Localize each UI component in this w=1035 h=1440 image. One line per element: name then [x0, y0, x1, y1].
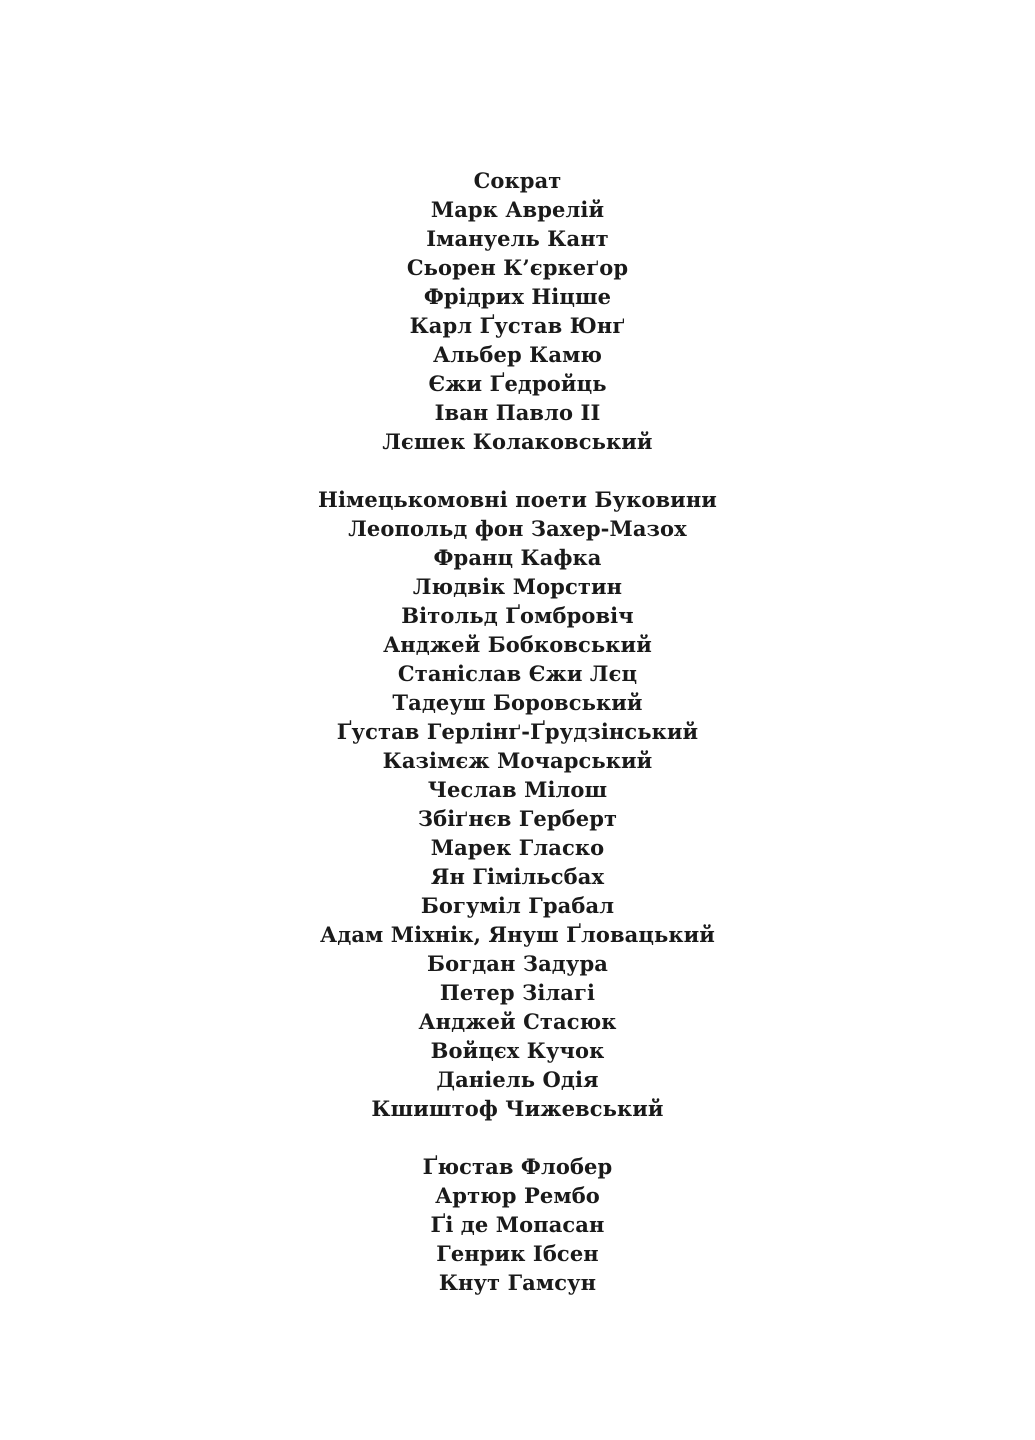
contents-list	[0, 166, 1035, 1326]
list-item: Марк Аврелій	[430, 197, 605, 222]
list-item: Марек Гласко	[430, 835, 605, 860]
list-item: Станіслав Єжи Лєц	[397, 661, 638, 686]
list-item: Кшиштоф Чижевський	[371, 1096, 664, 1121]
list-item: Лєшек Колаковський	[382, 429, 653, 454]
list-item: Войцєх Кучок	[430, 1038, 605, 1063]
list-item: Ґюстав Флобер	[422, 1154, 613, 1179]
list-item: Збіґнєв Герберт	[417, 806, 618, 831]
list-item: Іван Павло II	[434, 400, 601, 425]
list-item: Анджей Бобковський	[383, 632, 652, 657]
list-item: Казімєж Мочарський	[382, 748, 653, 773]
list-item: Адам Міхнік, Януш Ґловацький	[320, 922, 715, 947]
list-item: Людвік Морстин	[412, 574, 623, 599]
name-group-central-european	[0, 485, 1035, 1123]
list-item: Імануель Кант	[426, 226, 609, 251]
list-item: Петер Зілагі	[439, 980, 596, 1005]
list-item: Альбер Камю	[432, 342, 603, 367]
name-group-western-european	[0, 1152, 1035, 1297]
list-item: Чеслав Мілош	[427, 777, 608, 802]
list-item: Богдан Задура	[427, 951, 608, 976]
list-item: Сьорен К’єркеґор	[406, 255, 629, 280]
list-item: Артюр Рембо	[435, 1183, 600, 1208]
list-item: Франц Кафка	[433, 545, 602, 570]
list-item: Ян Гімільсбах	[430, 864, 605, 889]
list-item: Німецькомовні поети Буковини	[318, 487, 717, 512]
list-item: Сократ	[473, 168, 562, 193]
list-item: Карл Ґустав Юнґ	[409, 313, 626, 338]
list-item: Богуміл Грабал	[420, 893, 615, 918]
list-item: Вітольд Ґомбровіч	[401, 603, 634, 628]
list-item: Тадеуш Боровський	[392, 690, 643, 715]
list-item: Єжи Ґедройць	[428, 371, 607, 396]
list-item: Ґустав Герлінґ-Ґрудзінський	[336, 719, 699, 744]
list-item: Даніель Одія	[436, 1067, 599, 1092]
list-item: Фрідрих Ніцше	[423, 284, 612, 309]
list-item: Анджей Стасюк	[418, 1009, 617, 1034]
list-item: Ґі де Мопасан	[430, 1212, 605, 1237]
list-item: Кнут Гамсун	[438, 1270, 597, 1295]
list-item: Генрик Ібсен	[436, 1241, 599, 1266]
list-item: Леопольд фон Захер-Мазох	[348, 516, 687, 541]
name-group-philosophers	[0, 166, 1035, 456]
